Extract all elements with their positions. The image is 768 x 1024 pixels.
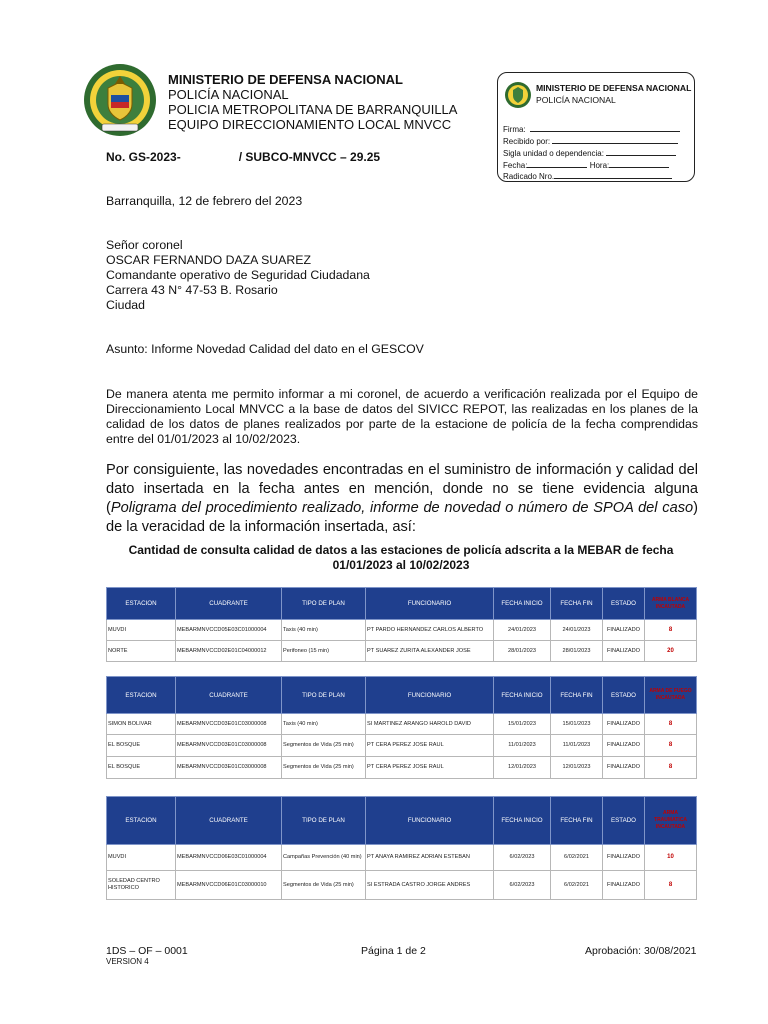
col-weapon-count: ARMA DE FUEGO INCAUTADA — [645, 677, 697, 714]
stamp-firma: Firma: — [503, 123, 680, 134]
cell-count: 8 — [645, 620, 697, 641]
cell-estacion: SIMON BOLIVAR — [107, 714, 176, 735]
police-emblem — [82, 62, 158, 138]
cell-funcionario: PT SUAREZ ZURITA ALEXANDER JOSE — [366, 641, 494, 662]
cell-cuadrante: MEBARMNVCCD05E03C01000004 — [176, 620, 282, 641]
cell-tipo-plan: Taxis (40 min) — [282, 620, 366, 641]
body-paragraph-1: De manera atenta me permito informar a mi coronel, de acuerdo a verificación realizada por el Equipo de Direccionamiento Local MNVCC a la base de datos del SIVICC REPOT, las realizadas en los planes de la calidad de los datos de planes realizados por parte de la estacione de policía de la fecha comprendidas entre del 01/01/2023 al 10/02/2023. — [106, 387, 698, 446]
stamp-radicado: Radicado Nro. — [503, 170, 672, 181]
cell-cuadrante: MEBARMNVCCD03E01C03000008 — [176, 714, 282, 735]
cell-estado: FINALIZADO — [603, 735, 645, 757]
cell-fecha-fin: 24/01/2023 — [551, 620, 603, 641]
stamp-subtitle: POLICÍA NACIONAL — [536, 95, 616, 105]
cell-funcionario: SI MARTINEZ ARANGO HAROLD DAVID — [366, 714, 494, 735]
recipient-role: Comandante operativo de Seguridad Ciudadana — [106, 268, 370, 282]
cell-fecha-fin: 12/01/2023 — [551, 757, 603, 779]
cell-estado: FINALIZADO — [603, 757, 645, 779]
cell-fecha-inicio: 11/01/2023 — [494, 735, 551, 757]
cell-tipo-plan: Perifoneo (15 min) — [282, 641, 366, 662]
cell-tipo-plan: Segmentos de Vida (25 min) — [282, 735, 366, 757]
table-row — [107, 620, 697, 641]
cell-estacion: MUVDI — [107, 845, 176, 871]
metropolitan-police-name: POLICIA METROPOLITANA DE BARRANQUILLA — [168, 102, 458, 117]
team-name: EQUIPO DIRECCIONAMIENTO LOCAL MNVCC — [168, 117, 452, 132]
cell-estado: FINALIZADO — [603, 620, 645, 641]
body-paragraph-2: Por consiguiente, las novedades encontradas en el suministro de información y calidad del dato insertada en la fecha antes en mención, donde no se tiene evidencia alguna (Poligrama del procedimiento realizado, informe de novedad o número de SPOA del caso) de la veracidad de la información insertada, así: — [106, 462, 698, 535]
cell-tipo-plan: Campañas Prevención (40 min) — [282, 845, 366, 871]
cell-cuadrante: MEBARMNVCCD06E01C03000010 — [176, 871, 282, 900]
cell-cuadrante: MEBARMNVCCD06E03C01000004 — [176, 845, 282, 871]
stamp-emblem-icon — [504, 81, 532, 109]
cell-estacion: MUVDI — [107, 620, 176, 641]
col-weapon-count: ARMA TRAUMATICA INCAUTADA — [645, 797, 697, 845]
subject-line: Asunto: Informe Novedad Calidad del dato en el GESCOV — [106, 342, 424, 356]
cell-fecha-fin: 28/01/2023 — [551, 641, 603, 662]
stamp-title: MINISTERIO DE DEFENSA NACIONAL — [536, 83, 692, 93]
cell-tipo-plan: Taxis (40 min) — [282, 714, 366, 735]
cell-fecha-fin: 11/01/2023 — [551, 735, 603, 757]
col-estado: ESTADO — [603, 797, 645, 845]
stamp-recibido: Recibido por: — [503, 135, 678, 146]
cell-estacion: SOLEDAD CENTRO HISTORICO — [107, 871, 176, 900]
cell-cuadrante: MEBARMNVCCD03E01C03000008 — [176, 735, 282, 757]
col-estado: ESTADO — [603, 588, 645, 620]
police-name: POLICÍA NACIONAL — [168, 87, 289, 102]
col-fecha-fin: FECHA FIN — [551, 797, 603, 845]
col-cuadrante: CUADRANTE — [176, 588, 282, 620]
document-reference — [106, 150, 380, 164]
col-fecha-fin: FECHA FIN — [551, 677, 603, 714]
cell-count: 10 — [645, 845, 697, 871]
col-estacion: ESTACION — [107, 797, 176, 845]
cell-fecha-fin: 6/02/2021 — [551, 845, 603, 871]
cell-fecha-inicio: 12/01/2023 — [494, 757, 551, 779]
recipient-salutation: Señor coronel — [106, 238, 183, 252]
recipient-city: Ciudad — [106, 298, 145, 312]
cell-tipo-plan: Segmentos de Vida (25 min) — [282, 757, 366, 779]
cell-funcionario: PT ANAYA RAMIREZ ADRIAN ESTEBAN — [366, 845, 494, 871]
cell-estado: FINALIZADO — [603, 641, 645, 662]
reference-number: No. GS-2023- — [106, 150, 181, 164]
recipient-block — [106, 238, 698, 313]
cell-count: 8 — [645, 757, 697, 779]
recipient-address: Carrera 43 N° 47-53 B. Rosario — [106, 283, 278, 297]
stamp-fecha-hora: Fecha: Hora: — [503, 159, 669, 170]
cell-fecha-inicio: 28/01/2023 — [494, 641, 551, 662]
footer-code-block — [106, 945, 188, 966]
weapons-table-2 — [106, 676, 697, 779]
col-funcionario: FUNCIONARIO — [366, 797, 494, 845]
cell-estado: FINALIZADO — [603, 714, 645, 735]
cell-funcionario: PT CERA PEREZ JOSE RAUL — [366, 757, 494, 779]
col-funcionario: FUNCIONARIO — [366, 677, 494, 714]
col-tipo-plan: TIPO DE PLAN — [282, 588, 366, 620]
cell-fecha-fin: 15/01/2023 — [551, 714, 603, 735]
cell-fecha-inicio: 6/02/2023 — [494, 845, 551, 871]
weapons-table-3 — [106, 796, 697, 900]
col-fecha-inicio: FECHA INICIO — [494, 588, 551, 620]
col-fecha-inicio: FECHA INICIO — [494, 677, 551, 714]
reference-suffix: / SUBCO-MNVCC – 29.25 — [238, 150, 381, 164]
table-header-row — [107, 588, 697, 620]
cell-funcionario: PT PARDO HERNANDEZ CARLOS ALBERTO — [366, 620, 494, 641]
footer-code: 1DS – OF – 0001 — [106, 945, 188, 957]
date-line: Barranquilla, 12 de febrero del 2023 — [106, 194, 303, 208]
col-funcionario: FUNCIONARIO — [366, 588, 494, 620]
table-row — [107, 641, 697, 662]
col-tipo-plan: TIPO DE PLAN — [282, 797, 366, 845]
table-header-row — [107, 797, 697, 845]
weapons-table-1 — [106, 587, 697, 662]
col-fecha-inicio: FECHA INICIO — [494, 797, 551, 845]
col-estacion: ESTACION — [107, 677, 176, 714]
recipient-name: OSCAR FERNANDO DAZA SUAREZ — [106, 253, 311, 267]
cell-estado: FINALIZADO — [603, 845, 645, 871]
cell-funcionario: PT CERA PEREZ JOSE RAUL — [366, 735, 494, 757]
table-row — [107, 845, 697, 871]
stamp-sigla: Sigla unidad o dependencia: — [503, 147, 676, 158]
table-header-row — [107, 677, 697, 714]
cell-count: 8 — [645, 735, 697, 757]
cell-estacion: NORTE — [107, 641, 176, 662]
table-title: Cantidad de consulta calidad de datos a las estaciones de policía adscrita a la MEBAR de fecha 01/01/2023 al 10/02/2023 — [128, 543, 674, 572]
col-fecha-fin: FECHA FIN — [551, 588, 603, 620]
cell-cuadrante: MEBARMNVCCD02E01C04000012 — [176, 641, 282, 662]
cell-funcionario: SI ESTRADA CASTRO JORGE ANDRES — [366, 871, 494, 900]
cell-estacion: EL BOSQUE — [107, 735, 176, 757]
ministry-name: MINISTERIO DE DEFENSA NACIONAL — [168, 72, 403, 87]
table-row — [107, 757, 697, 779]
cell-count: 20 — [645, 641, 697, 662]
cell-count: 8 — [645, 714, 697, 735]
cell-estacion: EL BOSQUE — [107, 757, 176, 779]
evidence-note: Poligrama del procedimiento realizado, informe de novedad o número de SPOA del caso — [110, 500, 694, 516]
reception-stamp — [497, 72, 695, 182]
cell-fecha-inicio: 15/01/2023 — [494, 714, 551, 735]
col-cuadrante: CUADRANTE — [176, 677, 282, 714]
cell-estado: FINALIZADO — [603, 871, 645, 900]
cell-fecha-inicio: 24/01/2023 — [494, 620, 551, 641]
col-tipo-plan: TIPO DE PLAN — [282, 677, 366, 714]
table-row — [107, 735, 697, 757]
cell-fecha-inicio: 6/02/2023 — [494, 871, 551, 900]
cell-cuadrante: MEBARMNVCCD03E01C03000008 — [176, 757, 282, 779]
col-estacion: ESTACION — [107, 588, 176, 620]
cell-count: 8 — [645, 871, 697, 900]
footer-version: VERSION 4 — [106, 957, 149, 966]
footer-approval: Aprobación: 30/08/2021 — [585, 945, 697, 957]
col-cuadrante: CUADRANTE — [176, 797, 282, 845]
table-row — [107, 871, 697, 900]
col-weapon-count: ARMA BLANCA INCAUTADA — [645, 588, 697, 620]
cell-tipo-plan: Segmentos de Vida (25 min) — [282, 871, 366, 900]
footer-page-number: Página 1 de 2 — [361, 945, 426, 957]
col-estado: ESTADO — [603, 677, 645, 714]
letterhead — [168, 72, 457, 132]
cell-fecha-fin: 6/02/2021 — [551, 871, 603, 900]
table-row — [107, 714, 697, 735]
